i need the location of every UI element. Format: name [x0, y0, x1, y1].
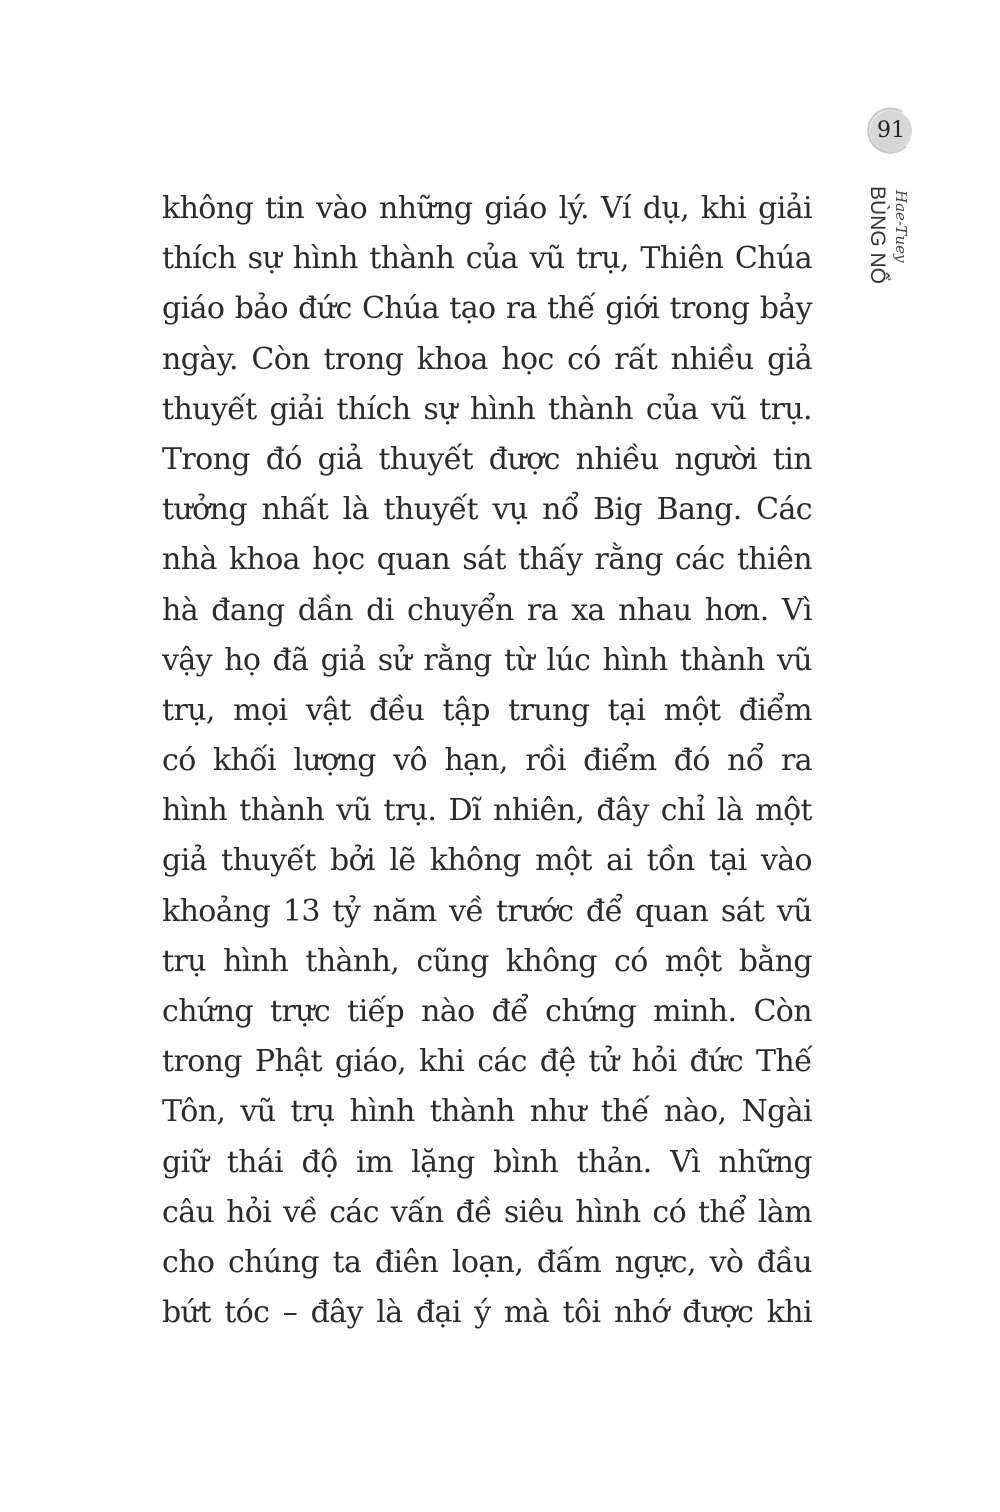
- text-line: ngày. Còn trong khoa học có rất nhiều giả: [162, 341, 812, 377]
- text-line: hà đang dần di chuyển ra xa nhau hơn. Vì: [162, 592, 812, 628]
- text-line: khoảng 13 tỷ năm về trước để quan sát vũ: [162, 893, 812, 929]
- text-line: hình thành vũ trụ. Dĩ nhiên, đây chỉ là một: [162, 793, 812, 829]
- body-text: [162, 184, 812, 1338]
- text-line: giả thuyết bởi lẽ không một ai tồn tại vào: [162, 843, 812, 879]
- text-line: tưởng nhất là thuyết vụ nổ Big Bang. Các: [162, 492, 812, 528]
- running-title-author: Hae-Tuey: [892, 190, 910, 263]
- text-line: không tin vào những giáo lý. Ví dụ, khi giải: [162, 191, 812, 226]
- page-number-badge: [862, 104, 914, 156]
- text-line: chứng trực tiếp nào để chứng minh. Còn: [162, 994, 812, 1029]
- page-number: 91: [877, 118, 905, 143]
- text-line: thích sự hình thành của vũ trụ, Thiên Chúa: [162, 241, 812, 277]
- running-title: [866, 186, 926, 296]
- text-line: có khối lượng vô hạn, rồi điểm đó nổ ra: [162, 743, 812, 779]
- text-line: Trong đó giả thuyết được nhiều người tin: [162, 441, 812, 477]
- text-line: nhà khoa học quan sát thấy rằng các thiên: [162, 542, 812, 578]
- text-line: bứt tóc – đây là đại ý mà tôi nhớ được khi: [162, 1295, 812, 1331]
- running-title-text: BÙNG NỔ: [866, 186, 889, 285]
- text-line: cho chúng ta điên loạn, đấm ngực, vò đầu: [162, 1244, 812, 1280]
- text-line: thuyết giải thích sự hình thành của vũ trụ.: [162, 391, 812, 427]
- text-line: giữ thái độ im lặng bình thản. Vì những: [162, 1144, 812, 1180]
- text-line: trụ, mọi vật đều tập trung tại một điểm: [162, 692, 812, 728]
- text-line: câu hỏi về các vấn đề siêu hình có thể làm: [162, 1194, 812, 1230]
- text-line: trong Phật giáo, khi các đệ tử hỏi đức Thế: [162, 1044, 812, 1080]
- text-line: trụ hình thành, cũng không có một bằng: [162, 943, 812, 979]
- text-line: Tôn, vũ trụ hình thành như thế nào, Ngài: [162, 1094, 812, 1130]
- text-line: giáo bảo đức Chúa tạo ra thế giới trong bảy: [162, 291, 812, 327]
- text-line: vậy họ đã giả sử rằng từ lúc hình thành vũ: [162, 642, 812, 678]
